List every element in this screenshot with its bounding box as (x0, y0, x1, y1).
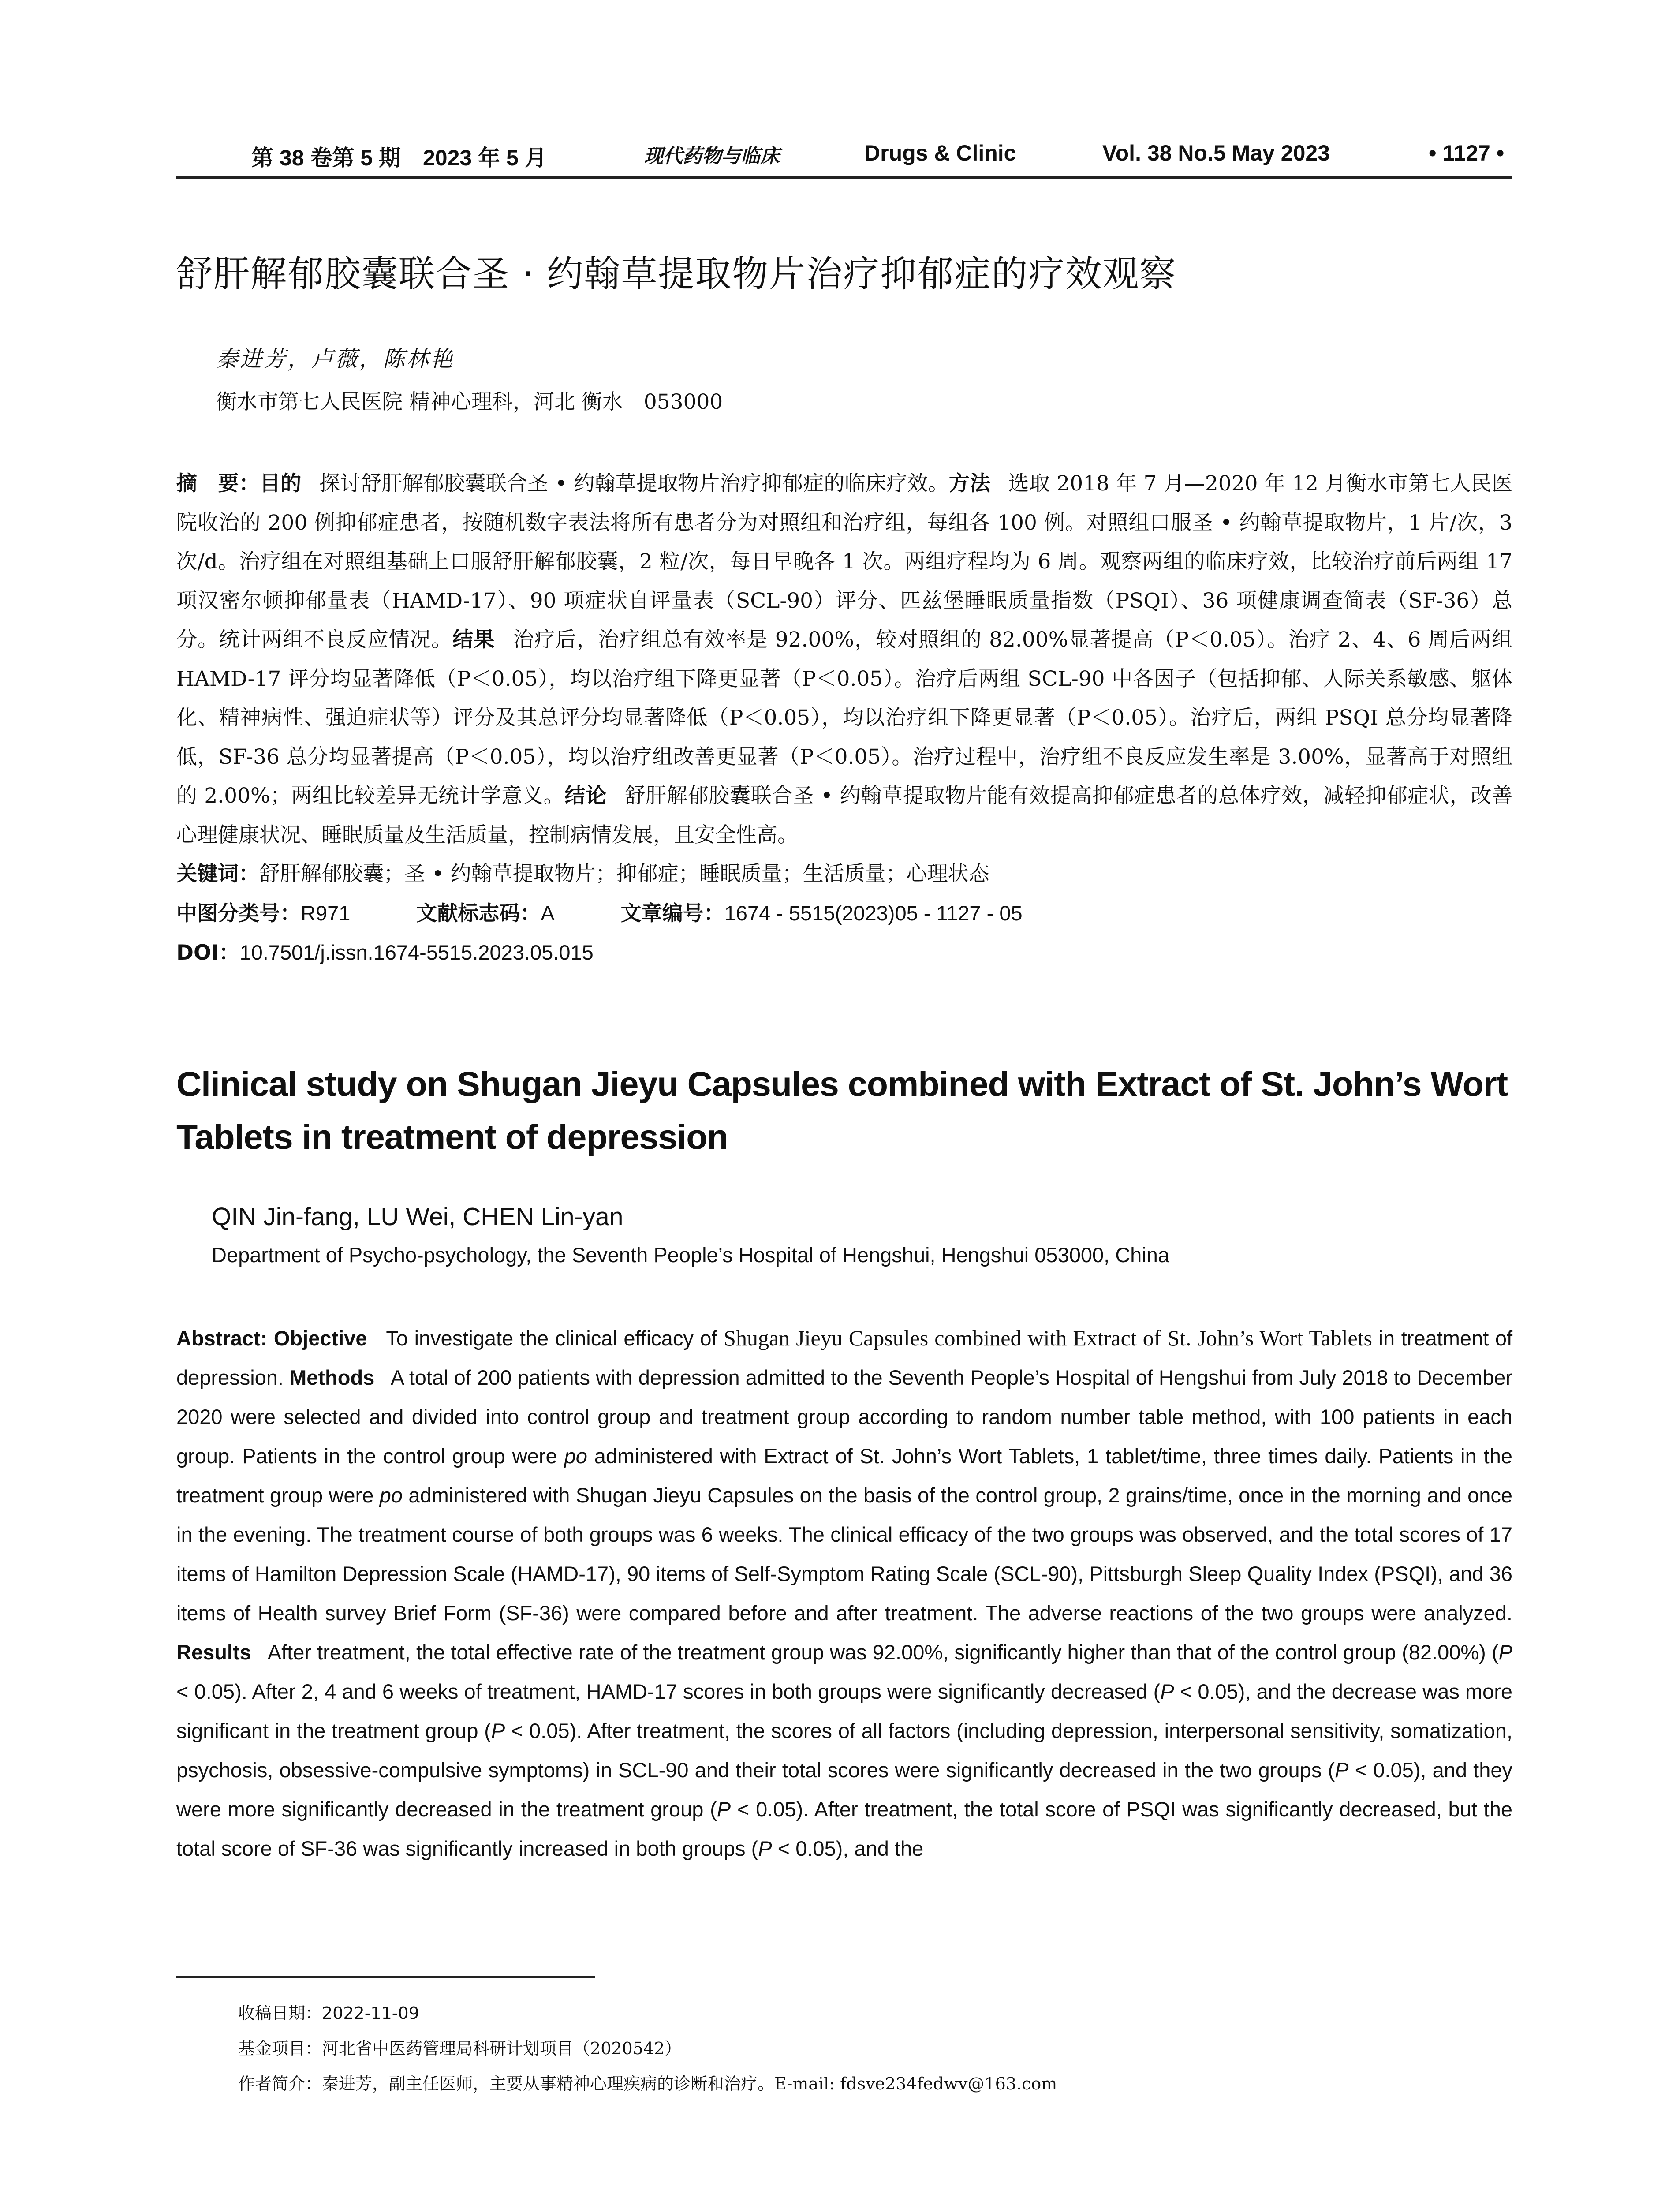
cn-clc: R971 (301, 901, 351, 925)
cn-doi (176, 933, 1512, 973)
en-po-2: po (379, 1484, 403, 1507)
en-abstract-label: Abstract: (176, 1327, 268, 1350)
cn-articleno-label: 文章编号： (620, 901, 724, 926)
en-p-3: P (491, 1719, 505, 1742)
en-p-6: P (758, 1837, 772, 1860)
cn-authors: 秦进芳，卢薇，陈林艳 (216, 346, 454, 372)
en-objective-label: Objective (273, 1327, 367, 1350)
author-label: 作者简介： (238, 2074, 322, 2093)
fund-label: 基金项目： (238, 2039, 322, 2058)
footnote-fund (238, 2031, 1057, 2066)
cn-keywords-text: 舒肝解郁胶囊；圣 • 约翰草提取物片；抑郁症；睡眠质量；生活质量；心理状态 (259, 862, 989, 886)
en-objective-end: in treatment of depression. (176, 1327, 1513, 1389)
cn-methods: 选取 2018 年 7 月—2020 年 12 月衡水市第七人民医院收治的 200 例抑郁症患者，按随机数字表法将所有患者分为对照组和治疗组，每组各 100 例。对照组口服圣 • 约翰草提取物片，1 片/次，3 次/d。治疗组在对照组基础上口服舒肝解郁胶囊，2 粒/次，每日早晚各 1 次。两组疗程均为 6 周。观察两组的临床疗效，比较治疗前后两组 17 项汉密尔顿抑郁量表（HAMD-17）、90 项症状自评量表（SCL-90）评分、匹兹堡睡眠质量指数（PSQI）、36 项健康调查简表（SF-36）总分。统计两组不良反应情况。 (176, 471, 1513, 652)
footnote-received (238, 1996, 1057, 2031)
header-volume-en: Vol. 38 No.5 May 2023 (1102, 141, 1330, 165)
en-results-6: < 0.05). After treatment, the total score of PSQI was significantly decreased, but the total score of SF-36 was significantly increased in both groups ( (176, 1798, 1512, 1860)
en-results-label: Results (176, 1641, 251, 1664)
cn-results-label: 结果 (452, 628, 495, 652)
received-date: 2022-11-09 (322, 2003, 419, 2023)
cn-objective: 探讨舒肝解郁胶囊联合圣 • 约翰草提取物片治疗抑郁症的临床疗效。 (319, 471, 949, 496)
en-methods-2: administered with Extract of St. John’s Wort Tablets, 1 tablet/time, three times daily. Patients in the treatment group were (176, 1444, 1513, 1507)
en-results-3: < 0.05), and the decrease was more significant in the treatment group ( (176, 1680, 1512, 1742)
fund-text: 河北省中医药管理局科研计划项目（2020542） (322, 2039, 682, 2058)
cn-doi-label: DOI： (176, 941, 240, 965)
footnotes (238, 1996, 1057, 2101)
received-label: 收稿日期： (238, 2003, 322, 2023)
en-results-4: < 0.05). After treatment, the scores of all factors (including depression, interpersonal sensitivity, somatization, psychosis, obsessive-compulsive symptoms) in SCL-90 and their total scores were significantly decreased in the two groups ( (176, 1719, 1512, 1782)
cn-articleno: 1674 - 5515(2023)05 - 1127 - 05 (724, 901, 1023, 925)
en-methods-label: Methods (289, 1366, 375, 1389)
cn-clc-label: 中图分类号： (176, 901, 301, 926)
en-po-1: po (564, 1444, 587, 1468)
en-methods-3: administered with Shugan Jieyu Capsules on the basis of the control group, 2 grains/time, once in the morning and once in the evening. The treatment course of both groups was 6 weeks. The clinical efficacy of the two groups was observed, and the total scores of 17 items of Hamilton Depression Scale (HAMD-17), 90 items of Self-Symptom Rating Scale (SCL-90), Pittsburgh Sleep Quality Index (PSQI), and 36 items of Health survey Brief Form (SF-36) were compared before and after treatment. The adverse reactions of the two groups were analyzed. (176, 1484, 1513, 1625)
cn-affiliation: 衡水市第七人民医院 精神心理科，河北 衡水 053000 (216, 390, 723, 414)
header-rule (176, 176, 1512, 179)
header-journal-en: Drugs & Clinic (864, 141, 1016, 165)
cn-conclusion: 舒肝解郁胶囊联合圣 • 约翰草提取物片能有效提高抑郁症患者的总体疗效，减轻抑郁症状，改善心理健康状况、睡眠质量及生活质量，控制病情发展，且安全性高。 (176, 784, 1513, 847)
en-objective-serif: Shugan Jieyu Capsules combined with Extract of St. John’s Wort Tablets (724, 1326, 1373, 1350)
cn-abstract (176, 464, 1512, 855)
cn-doccode: A (541, 901, 555, 925)
cn-classification (176, 894, 1512, 934)
cn-doi-value: 10.7501/j.issn.1674-5515.2023.05.015 (239, 941, 594, 964)
en-methods-1: A total of 200 patients with depression admitted to the Seventh People’s Hospital of Hengshui from July 2018 to December 2020 were selected and divided into control group and treatment group according to random number table method, with 100 patients in each group. Patients in the control group were (176, 1366, 1512, 1468)
header-page-number: • 1127 • (1429, 141, 1505, 165)
author-text: 秦进芳，副主任医师，主要从事精神心理疾病的诊断和治疗。E-mail: fdsve234fedwv@163.com (322, 2074, 1057, 2093)
en-abstract (176, 1319, 1512, 1868)
en-results-1: After treatment, the total effective rate of the treatment group was 92.00%, significantly higher than that of the control group (82.00%) ( (267, 1641, 1499, 1664)
cn-keywords (176, 855, 1512, 894)
en-p-1: P (1498, 1641, 1512, 1664)
running-header (176, 140, 1512, 180)
footnote-author (238, 2066, 1057, 2101)
header-volume-cn: 第 38 卷第 5 期 2023 年 5 月 (251, 146, 547, 170)
cn-abstract-label: 摘 要： (176, 471, 260, 496)
cn-methods-label: 方法 (948, 471, 991, 496)
en-results-7: < 0.05), and the (772, 1837, 924, 1860)
header-journal-cn: 现代药物与临床 (644, 145, 780, 168)
cn-results: 治疗后，治疗组总有效率是 92.00%，较对照组的 82.00%显著提高（P＜0.05）。治疗 2、4、6 周后两组 HAMD-17 评分均显著降低（P＜0.05），均以治疗组下降更显著（P＜0.05）。治疗后两组 SCL-90 中各因子（包括抑郁、人际关系敏感、躯体化、精神病性、强迫症状等）评分及其总评分均显著降低（P＜0.05），均以治疗组下降更显著（P＜0.05）。治疗后，两组 PSQI 总分均显著降低，SF-36 总分均显著提高（P＜0.05），均以治疗组改善更显著（P＜0.05）。治疗过程中，治疗组不良反应发生率是 3.00%，显著高于对照组的 2.00%；两组比较差异无统计学意义。 (176, 628, 1513, 808)
footnote-rule (176, 1976, 595, 1978)
en-p-2: P (1160, 1680, 1174, 1703)
en-title: Clinical study on Shugan Jieyu Capsules combined with Extract of St. John’s Wort Tablets in treatment of depression (176, 1064, 1508, 1156)
en-objective: To investigate the clinical efficacy of (386, 1327, 717, 1350)
en-affiliation: Department of Psycho-psychology, the Seventh People’s Hospital of Hengshui, Hengshui 053000, China (212, 1243, 1170, 1267)
cn-title: 舒肝解郁胶囊联合圣 · 约翰草提取物片治疗抑郁症的疗效观察 (176, 253, 1177, 295)
en-p-4: P (1335, 1758, 1349, 1782)
cn-doccode-label: 文献标志码： (416, 901, 541, 926)
cn-objective-label: 目的 (259, 471, 302, 496)
cn-keywords-label: 关键词： (176, 862, 259, 886)
en-authors: QIN Jin-fang, LU Wei, CHEN Lin-yan (212, 1203, 623, 1231)
cn-conclusion-label: 结论 (564, 784, 607, 808)
en-results-5: < 0.05), and they were more significantly decreased in the treatment group ( (176, 1758, 1512, 1821)
cn-abstract-block (176, 464, 1512, 973)
en-results-2: < 0.05). After 2, 4 and 6 weeks of treatment, HAMD-17 scores in both groups were significantly decreased ( (176, 1680, 1161, 1703)
en-p-5: P (717, 1798, 731, 1821)
